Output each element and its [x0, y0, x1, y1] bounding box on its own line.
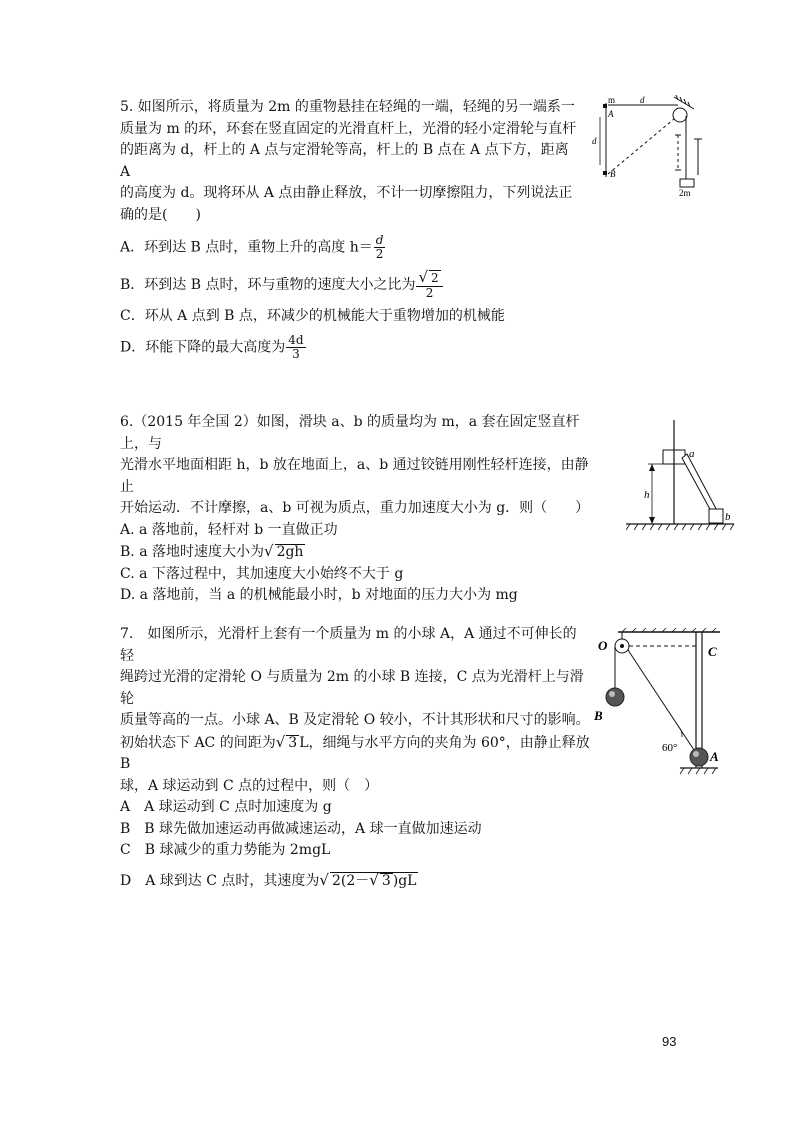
q7-stem-line-3: 质量等高的一点。小球 A、B 及定滑轮 O 较小，不计其形状和尺寸的影响。: [120, 712, 590, 728]
q5-fig-label-m: m: [608, 95, 616, 105]
q7-fig-label-C: C: [708, 644, 717, 659]
q7-figure: [592, 628, 742, 790]
q6-option-c: C. a 下落过程中，其加速度大小始终不大于 g: [120, 565, 404, 582]
question-5: [120, 97, 580, 361]
q7-fig-label-angle: 60°: [662, 742, 678, 754]
q6-stem-line-3: 开始运动．不计摩擦，a、b 可视为质点，重力加速度大小为 g．则（ ）: [120, 500, 590, 516]
q5-stem-line-2: 质量为 m 的环，环套在竖直固定的光滑直杆上，光滑的轻小定滑轮与直杆: [120, 120, 577, 137]
question-6: [120, 412, 600, 607]
q7-stem-line-1: 7. 如图所示，光滑杆上套有一个质量为 m 的小球 A，A 通过不可伸长的轻: [120, 626, 577, 664]
q7-fig-label-B: B: [594, 708, 603, 723]
q7-stem-line-2: 绳跨过光滑的定滑轮 O 与质量为 2m 的小球 B 连接，C 点为光滑杆上与滑轮: [120, 669, 584, 707]
q5-option-b: B．环到达 B 点时，环与重物的速度大小之比为 $\frac{√ 2}{2}$: [120, 270, 580, 300]
q5-fig-label-weight: 2m: [679, 188, 691, 198]
q7-stem-line-4: 初始状态下 AC 的间距为√ 3 L，细绳与水平方向的夹角为 60°，由静止释放 B: [120, 732, 590, 772]
q7-stem-line-5: 球，A 球运动到 C 点的过程中，则（ ）: [120, 777, 379, 794]
q5-stem-line-4: 的高度为 d。现将环从 A 点由静止释放，不计一切摩擦阻力，下列说法正: [120, 185, 573, 201]
q6-stem-line-1: 6.（2015 年全国 2）如图，滑块 a、b 的质量均为 m，a 套在固定竖直杆上，与: [120, 414, 580, 452]
q6-option-a: A. a 落地前，轻杆对 b 一直做正功: [120, 521, 338, 538]
q7-option-b: B B 球先做加速运动再做减速运动，A 球一直做加速运动: [120, 820, 482, 837]
q6-figure: [626, 416, 736, 538]
q6-option-d: D. a 落地前，当 a 的机械能最小时，b 对地面的压力大小为 mg: [120, 587, 518, 603]
q7-option-a: A A 球运动到 C 点时加速度为 g: [120, 799, 332, 815]
q5-fig-label-A: A: [608, 109, 614, 119]
q5-figure: [590, 95, 710, 200]
q6-stem-line-2: 光滑水平地面相距 h，b 放在地面上，a、b 通过铰链用刚性轻杆连接，由静止: [120, 457, 589, 495]
q6-fig-label-a: a: [689, 448, 695, 460]
q5-option-c: C．环从 A 点到 B 点，环减少的机械能大于重物增加的机械能: [120, 308, 505, 324]
q6-fig-label-h: h: [644, 489, 650, 501]
page-number: 93: [662, 1034, 677, 1049]
q5-option-a: A．环到达 B 点时，重物上升的高度 h＝ $\frac{d}{2}$: [120, 233, 384, 261]
q7-fig-label-A: A: [710, 749, 719, 764]
q6-option-b: B. a 落地时速度大小为√ 2gh: [120, 542, 304, 560]
q7-option-d: D A 球到达 C 点时，其速度为√ 2(2－√ 3 )gL: [120, 870, 417, 889]
q7-option-c: C B 球减少的重力势能为 2mgL: [120, 842, 331, 858]
q7-fig-label-O: O: [598, 638, 608, 653]
q6-fig-label-b: b: [725, 511, 731, 523]
q5-option-d: D．环能下降的最大高度为 $\frac{4d}{3}$: [120, 332, 304, 361]
q5-fig-label-B: B: [610, 169, 616, 179]
q5-stem-line-3: 的距离为 d，杆上的 A 点与定滑轮等高，杆上的 B 点在 A 点下方，距离 A: [120, 142, 569, 180]
q5-stem-line-5: 确的是( ): [120, 206, 201, 223]
q5-fig-label-d-top: d: [640, 95, 645, 105]
question-7: [120, 624, 590, 892]
q5-stem-line-1: 5. 如图所示，将质量为 2m 的重物悬挂在轻绳的一端，轻绳的另一端系一: [120, 99, 575, 115]
q5-fig-label-d-left: d: [592, 136, 597, 146]
